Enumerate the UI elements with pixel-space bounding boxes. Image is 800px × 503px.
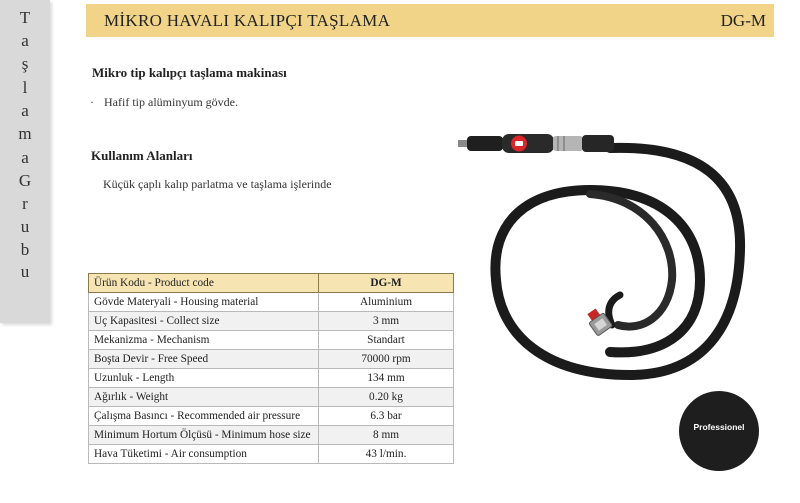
spec-value: 70000 rpm bbox=[319, 350, 454, 369]
spec-header-label: Ürün Kodu - Product code bbox=[89, 274, 319, 293]
side-tab-letter: l bbox=[22, 78, 28, 97]
spec-label: Uç Kapasitesi - Collect size bbox=[89, 312, 319, 331]
table-row bbox=[89, 293, 454, 312]
badge-text: Professionel bbox=[693, 422, 745, 432]
side-tab-letter: T bbox=[19, 8, 31, 27]
spec-label: Gövde Materyali - Housing material bbox=[89, 293, 319, 312]
table-row bbox=[89, 350, 454, 369]
spec-label: Mekanizma - Mechanism bbox=[89, 331, 319, 350]
header-bar bbox=[86, 4, 774, 37]
air-hose-coil-inner bbox=[590, 194, 672, 327]
side-tab-letter: a bbox=[21, 148, 29, 167]
spec-label: Çalışma Basıncı - Recommended air pressure bbox=[89, 407, 319, 426]
spec-table-header-row bbox=[89, 274, 454, 293]
usage-heading: Kullanım Alanları bbox=[91, 148, 193, 163]
product-image bbox=[450, 120, 750, 390]
table-row bbox=[89, 426, 454, 445]
table-row bbox=[89, 388, 454, 407]
spec-value: 3 mm bbox=[319, 312, 454, 331]
spec-label: Minimum Hortum Ölçüsü - Minimum hose size bbox=[89, 426, 319, 445]
side-tab-letter: a bbox=[21, 31, 29, 50]
side-tab-letter: m bbox=[18, 124, 32, 143]
grinder-body bbox=[458, 134, 614, 153]
spec-value: 134 mm bbox=[319, 369, 454, 388]
spec-value: Standart bbox=[319, 331, 454, 350]
bullet-icon: · bbox=[90, 95, 94, 109]
table-row bbox=[89, 407, 454, 426]
spec-value: Aluminium bbox=[319, 293, 454, 312]
spec-value: 8 mm bbox=[319, 426, 454, 445]
spec-value: 0.20 kg bbox=[319, 388, 454, 407]
air-hose-tail bbox=[609, 295, 620, 325]
table-row bbox=[89, 445, 454, 464]
air-hose-coil bbox=[495, 148, 740, 375]
feature-text: Hafif tip alüminyum gövde. bbox=[104, 95, 238, 109]
table-row bbox=[89, 369, 454, 388]
spec-value: 43 l/min. bbox=[319, 445, 454, 464]
side-tab-letter: r bbox=[22, 194, 28, 213]
product-code-label: DG-M bbox=[720, 11, 766, 30]
spec-label: Ağırlık - Weight bbox=[89, 388, 319, 407]
side-tab-letter: a bbox=[21, 101, 29, 120]
product-subtitle: Mikro tip kalıpçı taşlama makinası bbox=[92, 65, 287, 80]
table-row bbox=[89, 312, 454, 331]
side-category-tab bbox=[0, 0, 50, 323]
spec-label: Uzunluk - Length bbox=[89, 369, 319, 388]
spec-value: 6.3 bar bbox=[319, 407, 454, 426]
professional-badge bbox=[679, 391, 759, 471]
side-tab-letter: u bbox=[20, 217, 30, 236]
spec-table bbox=[88, 273, 454, 464]
table-row bbox=[89, 331, 454, 350]
spec-header-value: DG-M bbox=[319, 274, 454, 293]
spec-label: Boşta Devir - Free Speed bbox=[89, 350, 319, 369]
side-tab-letter: G bbox=[18, 171, 32, 190]
page-title: MİKRO HAVALI KALIPÇI TAŞLAMA bbox=[104, 11, 391, 30]
feature-list-item bbox=[90, 95, 238, 110]
side-tab-letter: ş bbox=[21, 54, 29, 73]
usage-text: Küçük çaplı kalıp parlatma ve taşlama işlerinde bbox=[103, 177, 332, 191]
side-tab-letter: u bbox=[20, 262, 30, 281]
side-tab-letter: b bbox=[20, 240, 30, 259]
spec-label: Hava Tüketimi - Air consumption bbox=[89, 445, 319, 464]
